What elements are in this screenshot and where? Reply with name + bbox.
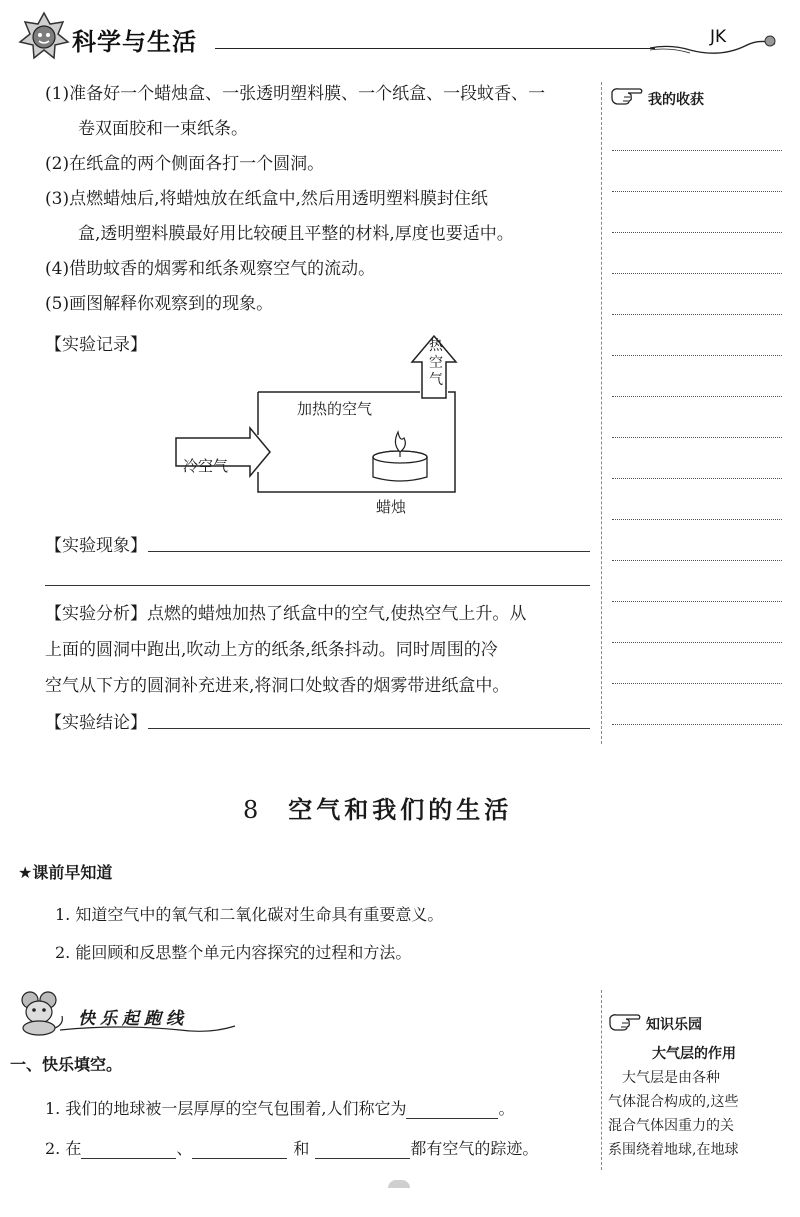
pointing-hand-icon — [608, 1010, 642, 1032]
phenomenon-label: 【实验现象】 — [45, 536, 147, 556]
knowledge-title: 知识乐园 — [646, 1017, 702, 1033]
section-title-text: 空气和我们的生活 — [288, 796, 513, 824]
harvest-line[interactable] — [612, 355, 782, 356]
question-2-blank-3[interactable] — [315, 1140, 410, 1159]
harvest-line[interactable] — [612, 724, 782, 725]
step-1-line-1: (1)准备好一个蜡烛盒、一张透明塑料膜、一个纸盒、一段蚊香、一 — [45, 84, 546, 104]
conclusion-label: 【实验结论】 — [45, 713, 147, 733]
sidebar-divider — [601, 82, 602, 744]
section-number: 8 — [243, 796, 259, 824]
preview-heading: ★课前早知道 — [18, 863, 113, 882]
pointing-hand-icon — [610, 84, 644, 106]
header-title: 科学与生活 — [72, 28, 197, 56]
question-1-blank[interactable] — [406, 1100, 498, 1119]
hot-air-char-3: 气 — [429, 372, 443, 388]
harvest-line[interactable] — [612, 601, 782, 602]
hot-air-char-1: 热 — [429, 338, 443, 354]
harvest-line[interactable] — [612, 560, 782, 561]
step-4: (4)借助蚊香的烟雾和纸条观察空气的流动。 — [45, 259, 376, 279]
harvest-line[interactable] — [612, 232, 782, 233]
mouse-mascot-icon — [14, 990, 66, 1036]
question-1 — [45, 1096, 514, 1119]
question-2-sep-1: 、 — [176, 1139, 193, 1158]
harvest-line[interactable] — [612, 683, 782, 684]
harvest-line[interactable] — [612, 191, 782, 192]
step-2: (2)在纸盒的两个侧面各打一个圆洞。 — [45, 154, 325, 174]
hot-air-label — [428, 338, 444, 389]
question-1-text: 1. 我们的地球被一层厚厚的空气包围着,人们称它为 — [45, 1099, 407, 1118]
phenomenon-answer-line-2[interactable] — [45, 585, 590, 586]
hot-air-char-2: 空 — [429, 355, 443, 371]
candle-label: 蜡烛 — [376, 498, 407, 516]
phenomenon-answer-line[interactable] — [148, 551, 590, 552]
preview-item-1: 1. 知道空气中的氧气和二氧化碳对生命具有重要意义。 — [55, 905, 444, 924]
candle-icon — [373, 432, 427, 481]
harvest-line[interactable] — [612, 519, 782, 520]
step-3-line-1: (3)点燃蜡烛后,将蜡烛放在纸盒中,然后用透明塑料膜封住纸 — [45, 189, 488, 209]
conclusion-answer-line[interactable] — [148, 728, 590, 729]
harvest-line[interactable] — [612, 437, 782, 438]
knowledge-subtitle: 大气层的作用 — [652, 1046, 736, 1062]
knowledge-line: 系围绕着地球,在地球 — [608, 1142, 739, 1158]
section-title — [243, 790, 512, 825]
harvest-line[interactable] — [612, 273, 782, 274]
banner-underline-decoration — [60, 1022, 240, 1036]
page-tab-marker — [388, 1180, 410, 1188]
mascot-logo-icon — [18, 10, 70, 62]
harvest-line[interactable] — [612, 150, 782, 151]
run-banner-title: 快乐起跑线 — [78, 1009, 188, 1029]
question-2-prefix: 2. 在 — [45, 1139, 82, 1158]
step-3-line-2: 盒,透明塑料膜最好用比较硬且平整的材料,厚度也要适中。 — [78, 224, 514, 244]
analysis-line-3: 空气从下方的圆洞补充进来,将洞口处蚊香的烟雾带进纸盒中。 — [45, 676, 510, 696]
header-rule — [215, 48, 655, 49]
question-2-blank-2[interactable] — [192, 1140, 287, 1159]
air-flow-diagram — [170, 332, 470, 522]
analysis-line-1: 【实验分析】点燃的蜡烛加热了纸盒中的空气,使热空气上升。从 — [45, 604, 527, 624]
knowledge-divider — [601, 990, 602, 1170]
step-1-line-2: 卷双面胶和一束纸条。 — [78, 119, 248, 139]
question-2-end: 都有空气的踪迹。 — [410, 1139, 539, 1158]
heated-air-label: 加热的空气 — [297, 400, 373, 418]
analysis-line-2: 上面的圆洞中跑出,吹动上方的纸条,纸条抖动。同时周围的冷 — [45, 640, 498, 660]
preview-item-2: 2. 能回顾和反思整个单元内容探究的过程和方法。 — [55, 943, 412, 962]
record-label: 【实验记录】 — [45, 335, 147, 355]
knowledge-line: 大气层是由各种 — [608, 1070, 720, 1086]
question-1-end: 。 — [498, 1099, 515, 1118]
question-2-blank-1[interactable] — [81, 1140, 176, 1159]
harvest-title: 我的收获 — [648, 92, 704, 108]
fill-blank-heading: 一、快乐填空。 — [10, 1055, 123, 1074]
knowledge-body — [608, 1066, 786, 1162]
question-2 — [45, 1136, 538, 1159]
harvest-line[interactable] — [612, 478, 782, 479]
harvest-line[interactable] — [612, 314, 782, 315]
cold-air-label: 冷空气 — [183, 457, 229, 475]
header-code: JK — [710, 27, 727, 47]
knowledge-line: 气体混合构成的,这些 — [608, 1094, 739, 1110]
harvest-line[interactable] — [612, 396, 782, 397]
knowledge-line: 混合气体因重力的关 — [608, 1118, 734, 1134]
question-2-sep-2: 和 — [293, 1139, 310, 1158]
harvest-line[interactable] — [612, 642, 782, 643]
step-5: (5)画图解释你观察到的现象。 — [45, 294, 274, 314]
